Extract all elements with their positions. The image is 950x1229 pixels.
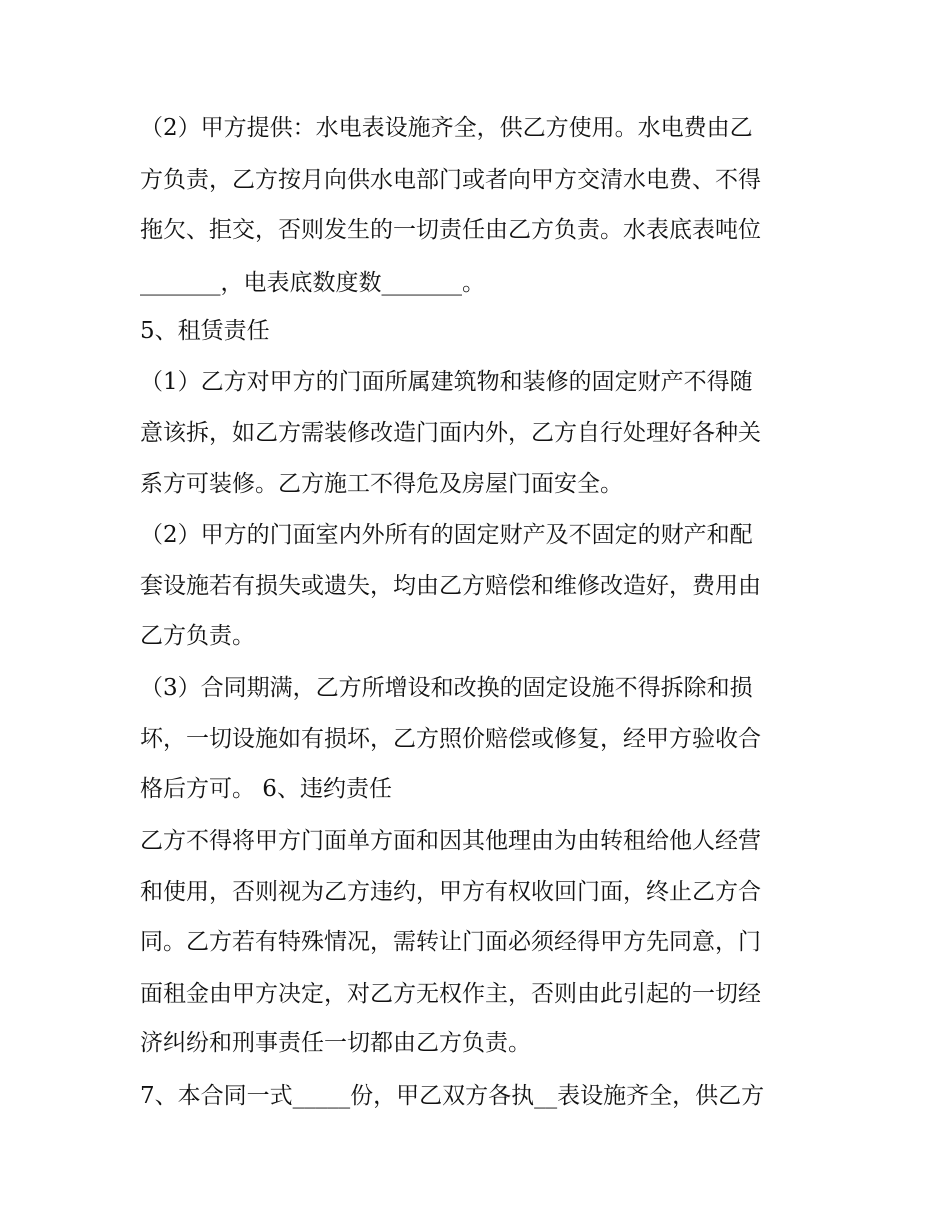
text-line: （2）甲方提供：水电表设施齐全，供乙方使用。水电费由乙 bbox=[140, 115, 753, 141]
text-line: 乙方负责。 bbox=[140, 623, 255, 649]
text-line: 方负责，乙方按月向供水电部门或者向甲方交清水电费、不得 bbox=[140, 167, 761, 193]
text-line: 拖欠、拒交，否则发生的一切责任由乙方负责。水表底表吨位 bbox=[140, 217, 761, 243]
text-line: 济纠纷和刑事责任一切都由乙方负责。 bbox=[140, 1030, 531, 1056]
text-line: 坏，一切设施如有损坏，乙方照价赔偿或修复，经甲方验收合 bbox=[140, 726, 761, 752]
text-line: 7、本合同一式_____份，甲乙双方各执__表设施齐全，供乙方 bbox=[140, 1083, 765, 1109]
text-line: 同。乙方若有特殊情况，需转让门面必须经得甲方先同意，门 bbox=[140, 929, 761, 955]
text-line: 乙方不得将甲方门面单方面和因其他理由为由转租给他人经营 bbox=[140, 828, 761, 854]
text-line: 和使用，否则视为乙方违约，甲方有权收回门面，终止乙方合 bbox=[140, 879, 761, 905]
text-line: _______，电表底数度数_______。 bbox=[140, 270, 485, 296]
text-line: （1）乙方对甲方的门面所属建筑物和装修的固定财产不得随 bbox=[140, 369, 753, 395]
text-line: 格后方可。 6、违约责任 bbox=[140, 776, 392, 802]
text-line: 系方可装修。乙方施工不得危及房屋门面安全。 bbox=[140, 471, 623, 497]
text-line: 面租金由甲方决定，对乙方无权作主，否则由此引起的一切经 bbox=[140, 981, 761, 1007]
text-line: 套设施若有损失或遗失，均由乙方赔偿和维修改造好，费用由 bbox=[140, 573, 761, 599]
section-heading: 5、租赁责任 bbox=[140, 318, 270, 344]
text-line: 意该拆，如乙方需装修改造门面内外，乙方自行处理好各种关 bbox=[140, 420, 761, 446]
text-line: （2）甲方的门面室内外所有的固定财产及不固定的财产和配 bbox=[140, 522, 753, 548]
text-line: （3）合同期满，乙方所增设和改换的固定设施不得拆除和损 bbox=[140, 675, 753, 701]
